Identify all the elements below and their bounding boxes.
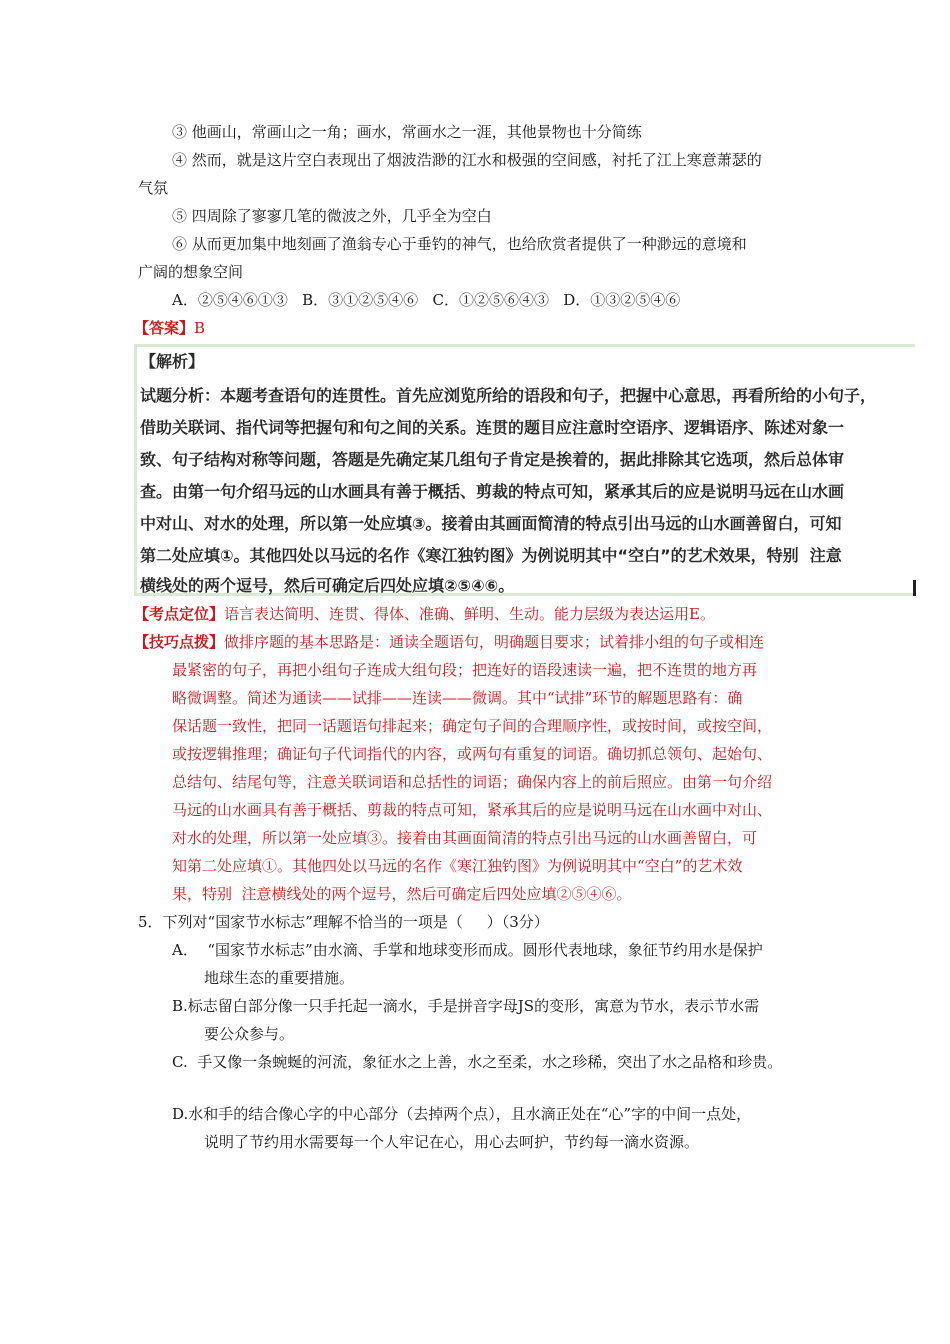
question-5-option-d-cont: 说明了节约用水需要每一个人牢记在心，用心去呵护，节约每一滴水资源。 [204,1133,700,1151]
analysis-line: 致、句子结构对称等问题，答题是先确定某几组句子肯定是挨着的，据此排除其它选项，然后总体审 [140,450,845,469]
jiqiao-first-line [134,632,764,652]
question-5-option-a-cont: 地球生态的重要措施。 [204,969,355,987]
question-5-stem: 5．下列对“国家节水标志”理解不恰当的一项是（ ）（3分） [138,913,549,931]
option-4: ④ 然而，就是这片空白表现出了烟波浩渺的江水和极强的空间感，衬托了江上寒意萧瑟的 [172,151,762,169]
jiqiao-label: 【技巧点拨】 [134,633,225,651]
question-5-option-a: A． “国家节水标志”由水滴、手掌和地球变形而成。圆形代表地球，象征节约用水是保护 [172,941,763,959]
answer-line [134,318,205,338]
answer-choices: A．②⑤④⑥①③ B．③①②⑤④⑥ C．①②⑤⑥④③ D．①③②⑤④⑥ [172,291,681,309]
jiqiao-text: 做排序题的基本思路是：通读全题语句，明确题目要求；试着排小组的句子或相连 [224,633,765,651]
answer-value: B [194,319,206,337]
question-5-option-b: B.标志留白部分像一只手托起一滴水，手是拼音字母JS的变形，寓意为节水，表示节水需 [172,997,760,1015]
jiqiao-line: 果，特别 注意横线处的两个逗号，然后可确定后四处应填②⑤④⑥。 [172,885,632,903]
option-6-cont: 广阔的想象空间 [138,263,244,281]
analysis-line: 第二处应填①。其他四处以马远的名作《寒江独钓图》为例说明其中“空白”的艺术效果，特别 注意 [140,546,842,565]
kaodian-line [134,604,715,624]
jiqiao-line: 保话题一致性，把同一话题语句排起来；确定句子间的合理顺序性，或按时间，或按空间， [172,717,773,735]
kaodian-label: 【考点定位】 [134,605,225,623]
jiqiao-line: 总结句、结尾句等，注意关联词语和总括性的词语；确保内容上的前后照应。由第一句介绍 [172,773,773,791]
analysis-line: 试题分析：本题考查语句的连贯性。首先应浏览所给的语段和句子，把握中心意思，再看所给的小句子， [140,386,877,405]
question-5-option-c: C. 手又像一条蜿蜒的河流，象征水之上善，水之至柔，水之珍稀，突出了水之品格和珍贵。 [172,1053,783,1071]
answer-label: 【答案】 [134,319,195,337]
option-3: ③ 他画山，常画山之一角；画水，常画水之一涯，其他景物也十分简练 [172,123,642,141]
analysis-line: 借助关联词、指代词等把握句和句之间的关系。连贯的题目应注意时空语序、逻辑语序、陈述对象一 [140,418,845,437]
analysis-heading: 【解析】 [140,352,205,371]
option-6: ⑥ 从而更加集中地刻画了渔翁专心于垂钓的神气，也给欣赏者提供了一种渺远的意境和 [172,235,747,253]
option-4-cont: 气氛 [138,179,169,197]
kaodian-text: 语言表达简明、连贯、得体、准确、鲜明、生动。能力层级为表达运用E。 [224,605,715,623]
analysis-line: 横线处的两个逗号，然后可确定后四处应填②⑤④⑥。 [140,576,515,595]
jiqiao-line: 对水的处理，所以第一处应填③。接着由其画面简清的特点引出马远的山水画善留白，可 [172,829,758,847]
analysis-line: 查。由第一句介绍马远的山水画具有善于概括、剪裁的特点可知，紧承其后的应是说明马远在山水画 [140,482,845,501]
analysis-line: 中对山、对水的处理，所以第一处应填③。接着由其画面简清的特点引出马远的山水画善留白，可知 [140,514,842,533]
analysis-box-edge [913,580,916,596]
question-5-option-d: D.水和手的结合像心字的中心部分（去掉两个点），且水滴正处在“心”字的中间一点处， [172,1105,752,1123]
question-5-option-b-cont: 要公众参与。 [204,1025,295,1043]
jiqiao-line: 最紧密的句子，再把小组句子连成大组句段；把连好的语段速读一遍，把不连贯的地方再 [172,661,758,679]
jiqiao-line: 或按逻辑推理；确证句子代词指代的内容，或两句有重复的词语。确切抓总领句、起始句、 [172,745,773,763]
option-5: ⑤ 四周除了寥寥几笔的微波之外，几乎全为空白 [172,207,492,225]
jiqiao-line: 略微调整。简述为通读——试排——连读——微调。其中“试排”环节的解题思路有：确 [172,689,743,707]
jiqiao-line: 马远的山水画具有善于概括、剪裁的特点可知，紧承其后的应是说明马远在山水画中对山、 [172,801,773,819]
jiqiao-line: 知第二处应填①。其他四处以马远的名作《寒江独钓图》为例说明其中“空白”的艺术效 [172,857,743,875]
